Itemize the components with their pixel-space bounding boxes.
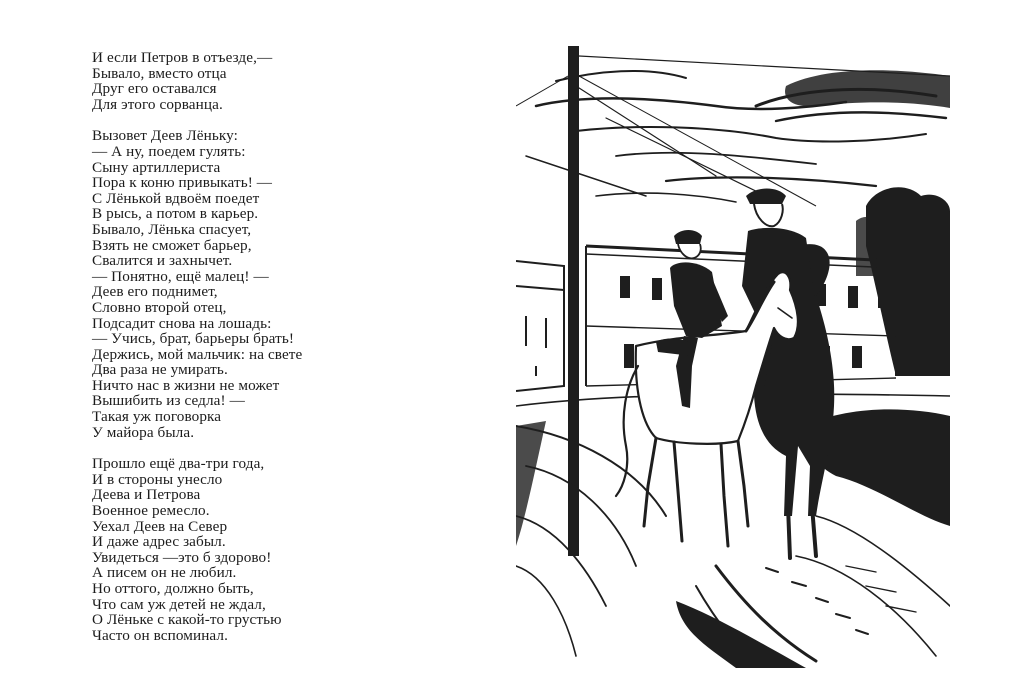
poem-line: Часто он вспоминал.	[92, 626, 228, 644]
poem-line: Друг его оставался	[92, 80, 217, 98]
poem-line: Вызовет Деев Лёньку:	[92, 127, 238, 145]
poem-line: Деев его поднимет,	[92, 283, 218, 301]
poem-line: Для этого сорванца.	[92, 95, 223, 113]
stanza	[92, 50, 452, 112]
poem-line: В рысь, а потом в карьер.	[92, 205, 259, 223]
poem-line: Прошло ещё два-три года,	[92, 455, 265, 473]
poem-line: — Учись, брат, барьеры брать!	[92, 330, 295, 348]
illustration-svg	[516, 46, 950, 668]
poem-line: С Лёнькой вдвоём поедет	[92, 189, 260, 207]
poem-line: — Понятно, ещё малец! —	[92, 267, 269, 285]
poem-line: Уехал Деев на Север	[92, 517, 228, 535]
poem-line: Деева и Петрова	[92, 486, 201, 504]
poem-line: Словно второй отец,	[92, 298, 227, 316]
poem-line: Но оттого, должно быть,	[92, 580, 254, 597]
poem-line: И даже адрес забыл.	[92, 533, 226, 551]
poem-line: Увидеться —это б здорово!	[92, 548, 272, 566]
poem-line: У майора была.	[92, 423, 195, 441]
poem-line: А писем он не любил.	[92, 564, 237, 582]
stanza	[92, 456, 452, 643]
poem-line: Бывало, Лёнька спасует,	[92, 220, 252, 238]
poem-line: Сыну артиллериста	[92, 158, 221, 176]
poem-line: Пора к коню привыкать! —	[92, 174, 273, 192]
poem-line: И в стороны унесло	[92, 470, 223, 488]
poem-line: Подсадит снова на лошадь:	[92, 314, 272, 332]
poem-line: Что сам уж детей не ждал,	[92, 595, 266, 613]
poem-line: И если Петров в отъезде,—	[92, 49, 273, 66]
poem-line: Свалится и захнычет.	[92, 252, 233, 270]
poem-line: Такая уж поговорка	[92, 408, 222, 426]
poem-line: Держись, мой мальчик: на свете	[92, 345, 303, 363]
poem-line: О Лёньке с какой-то грустью	[92, 611, 282, 629]
poem-text	[92, 50, 452, 643]
poem-line: Военное ремесло.	[92, 502, 210, 520]
poem-line: Бывало, вместо отца	[92, 64, 227, 82]
stanza	[92, 128, 452, 440]
poem-line: Взять не сможет барьер,	[92, 236, 252, 254]
poem-line: Ничто нас в жизни не может	[92, 376, 280, 394]
poem-line: Вышибить из седла! —	[92, 392, 245, 410]
illustration-riders	[516, 46, 950, 668]
poem-line: — А ну, поедем гулять:	[92, 142, 246, 160]
poem-line: Два раза не умирать.	[92, 361, 228, 379]
